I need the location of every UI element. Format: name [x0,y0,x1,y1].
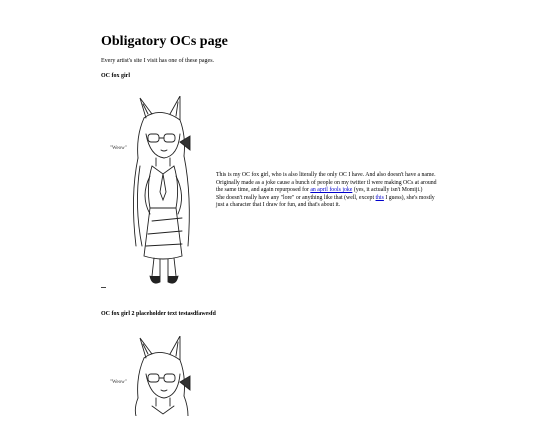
april-fools-link[interactable]: an april fools joke [310,187,353,194]
section-title-oc-fox-girl-2: OC fox girl 2 placeholder text testasdfawesfd [101,311,216,317]
sketch-caption-2: "Weow" [110,380,127,385]
oc-fox-girl-2-sketch [106,336,202,416]
oc-fox-girl-sketch [106,96,202,292]
section-title-oc-fox-girl: OC fox girl [101,73,130,79]
oc-fox-girl-description: This is my OC fox girl, who is also literally the only OC I have. And also doesn't have a name. Originally made as a joke cause a bunch of people on my twitter tl were making OCs at around the same time, and again repurposed for an april fools joke (yes, it actually isn't Momiji.) She doesn't really have any "lore" or anything like that (well, except this I guess), she's mostly just a character that I draw for fun, and that's about it. [216,172,437,209]
sketch-caption: "Weow" [110,146,127,151]
divider-mark [101,287,106,288]
page-title: Obligatory OCs page [101,34,228,49]
intro-text: Every artist's site I visit has one of these pages. [101,58,215,64]
this-link[interactable]: this [375,194,384,201]
